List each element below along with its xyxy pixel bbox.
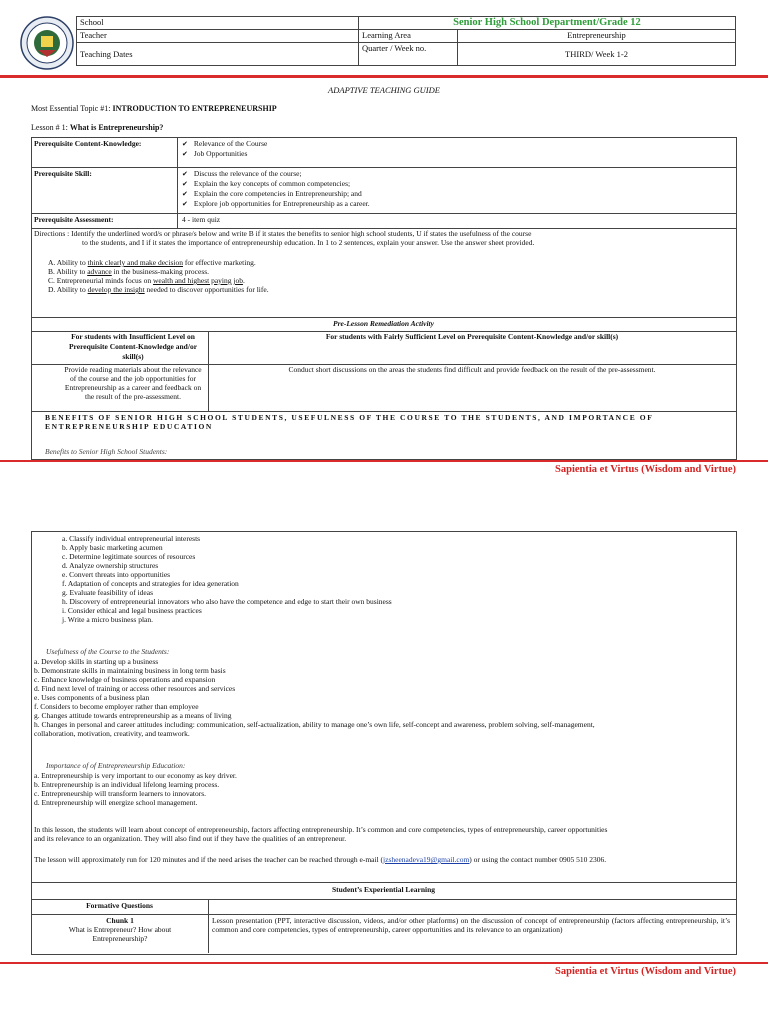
remediation-title: Pre-Lesson Remediation Activity: [333, 319, 434, 328]
prereq-skill-list: [182, 169, 370, 209]
teacher-label: Teacher: [77, 30, 359, 43]
topic-prefix: Most Essential Topic #1:: [31, 104, 113, 113]
lesson-line: [31, 123, 163, 132]
chunk-body: Lesson presentation (PPT, interactive discussion, videos, and/or other platforms) on the discussion of concept of entrepreneurship (factors affecting entrepreneurship, it’s common and core competencies, types of entrepreneurship, career opportunities and its relevance to an organization): [212, 916, 730, 934]
footer-divider: [0, 460, 768, 462]
directions-item: B. Ability to advance in the business-making process.: [48, 267, 210, 276]
directions-items: [48, 258, 269, 294]
chunk-question: What is Entrepreneur? How about Entrepreneurship?: [68, 925, 172, 943]
importance-title: Importance of of Entrepreneurship Education:: [46, 761, 186, 770]
directions-line: Directions : Identify the underlined word/s or phrase/s below and write B if it states the benefits to senior high school students, U if states the usefulness of the course: [34, 229, 532, 238]
remediation-col1-header: For students with Insufficient Level on Prerequisite Content-Knowledge and/or skill(s): [68, 332, 198, 361]
quarter-value: THIRD/ Week 1-2: [458, 43, 736, 66]
usefulness-item: b. Demonstrate skills in maintaining business in long term basis: [34, 666, 226, 675]
col-divider: [177, 137, 178, 228]
topic-title: INTRODUCTION TO ENTREPRENEURSHIP: [112, 104, 277, 113]
learning-area-value: Entrepreneurship: [458, 30, 736, 43]
footer-motto-2: Sapientia et Virtus (Wisdom and Virtue): [555, 966, 736, 977]
prereq-assessment-label: Prerequisite Assessment:: [34, 215, 114, 224]
lesson-title: What is Entrepreneurship?: [69, 123, 164, 132]
usefulness-item: d. Find next level of training or access other resources and services: [34, 684, 236, 693]
guide-title: ADAPTIVE TEACHING GUIDE: [328, 85, 440, 95]
usefulness-item: a. Develop skills in starting up a business: [34, 657, 159, 666]
benefit-item: e. Convert threats into opportunities: [62, 570, 171, 579]
usefulness-item: f. Considers to become employer rather than employee: [34, 702, 199, 711]
benefit-item: a. Classify individual entrepreneurial interests: [62, 534, 201, 543]
remediation-col2-header: For students with Fairly Sufficient Level on Prerequisite Content-Knowledge and/or skill(s): [325, 332, 619, 341]
usefulness-item: g. Changes attitude towards entrepreneurship as a means of living: [34, 711, 232, 720]
teaching-dates-label: Teaching Dates: [77, 43, 359, 66]
prereq-content-item: ✔ Relevance of the Course: [182, 139, 267, 149]
department-title: Senior High School Department/Grade 12: [359, 17, 736, 30]
directions-text: [34, 229, 734, 247]
prereq-skill-item: ✔ Explain the core competencies in Entrepreneurship; and: [182, 189, 370, 199]
usefulness-item: e. Uses components of a business plan: [34, 693, 150, 702]
lesson-overview: [34, 825, 607, 843]
usefulness-item: c. Enhance knowledge of business operations and expansion: [34, 675, 216, 684]
directions-item: D. Ability to develop the insight needed to discover opportunities for life.: [48, 285, 269, 294]
benefit-item: b. Apply basic marketing acumen: [62, 543, 163, 552]
benefit-item: d. Analyze ownership structures: [62, 561, 159, 570]
benefit-item: i. Consider ethical and legal business practices: [62, 606, 202, 615]
experiential-title: Student’s Experiential Learning: [331, 885, 436, 894]
importance-item: b. Entrepreneurship is an individual lifelong learning process.: [34, 780, 220, 789]
prereq-content-label: Prerequisite Content-Knowledge:: [34, 139, 142, 148]
school-seal: [20, 16, 74, 70]
school-label: School: [77, 17, 359, 30]
contact-email-link[interactable]: jzsheenadeva19@gmail.com: [383, 855, 470, 864]
prereq-skill-item: ✔ Discuss the relevance of the course;: [182, 169, 370, 179]
benefit-item: j. Write a micro business plan.: [62, 615, 153, 624]
benefits-subheading: Benefits to Senior High School Students:: [45, 447, 168, 456]
usefulness-title: Usefulness of the Course to the Students:: [46, 647, 170, 656]
prereq-skill-item: ✔ Explain the key concepts of common competencies;: [182, 179, 370, 189]
benefit-item: h. Discovery of entrepreneurial innovators who also have the competence and edge to start their own business: [62, 597, 392, 606]
usefulness-list: [34, 657, 595, 738]
chunk-label: Chunk 1: [106, 916, 134, 925]
lesson-prefix: Lesson # 1:: [31, 123, 70, 132]
lesson-overview-line: and its relevance to an organization. They will also find out if they have the qualities of an entrepreneur.: [34, 834, 347, 843]
prereq-skill-label: Prerequisite Skill:: [34, 169, 92, 178]
usefulness-item: h. Changes in personal and career attitudes including: communication, self-actualization, ability to manage one’s own life, self-concept and awareness, problem solving, self-management,: [34, 720, 595, 729]
benefits-heading: BENEFITS OF SENIOR HIGH SCHOOL STUDENTS, USEFULNESS OF THE COURSE TO THE STUDENTS, AND IMPORTANCE OF ENTREPRENEURSHIP EDUCATION: [45, 413, 654, 431]
contact-line: The lesson will approximately run for 120 minutes and if the need arises the teacher can be reached through e-mail (jzsheenadeva19@gmail.com) or using the contact number 0905 510 2306.: [34, 855, 607, 864]
header-divider: [0, 75, 768, 78]
prereq-assessment-value: 4 - item quiz: [182, 215, 221, 224]
formative-label: Formative Questions: [86, 901, 153, 910]
importance-item: c. Entrepreneurship will transform learners to innovators.: [34, 789, 207, 798]
learning-area-label: Learning Area: [359, 30, 458, 43]
importance-item: d. Entrepreneurship will energize school management.: [34, 798, 198, 807]
header-table: [76, 16, 736, 66]
benefit-item: f. Adaptation of concepts and strategies for idea generation: [62, 579, 239, 588]
directions-line: to the students, and I if it states the importance of entrepreneurship education. In 1 to 2 sentences, explain your answer. Use the answer sheet provided.: [82, 238, 535, 247]
directions-item: A. Ability to think clearly and make decision for effective marketing.: [48, 258, 256, 267]
benefit-item: c. Determine legitimate sources of resources: [62, 552, 196, 561]
footer-motto: Sapientia et Virtus (Wisdom and Virtue): [555, 464, 736, 475]
quarter-label: Quarter / Week no.: [359, 43, 458, 66]
benefit-item: g. Evaluate feasibility of ideas: [62, 588, 154, 597]
directions-item: C. Entrepreneurial minds focus on wealth and highest paying job.: [48, 276, 245, 285]
benefits-list: [62, 534, 392, 624]
remediation-col1-body: Provide reading materials about the relevance of the course and the job opportunities for Entrepreneurship as a career and feedback on the result of the pre-assessment.: [64, 365, 202, 401]
prereq-skill-item: ✔ Explore job opportunities for Entrepreneurship as a career.: [182, 199, 370, 209]
prereq-content-list: [182, 139, 267, 159]
lesson-overview-line: In this lesson, the students will learn about concept of entrepreneurship, factors affecting entrepreneurship. It’s common and core competencies, types of entrepreneurship, career opportunities: [34, 825, 608, 834]
importance-item: a. Entrepreneurship is very important to our economy as key driver.: [34, 771, 237, 780]
usefulness-item: collaboration, motivation, creativity, and teamwork.: [34, 729, 190, 738]
remediation-col2-body: Conduct short discussions on the areas the students find difficult and provide feedback on the result of the pre-assessment.: [288, 365, 656, 374]
prereq-content-item: ✔ Job Opportunities: [182, 149, 267, 159]
essential-topic: [31, 104, 277, 113]
footer-divider-2: [0, 962, 768, 964]
importance-list: [34, 771, 237, 807]
